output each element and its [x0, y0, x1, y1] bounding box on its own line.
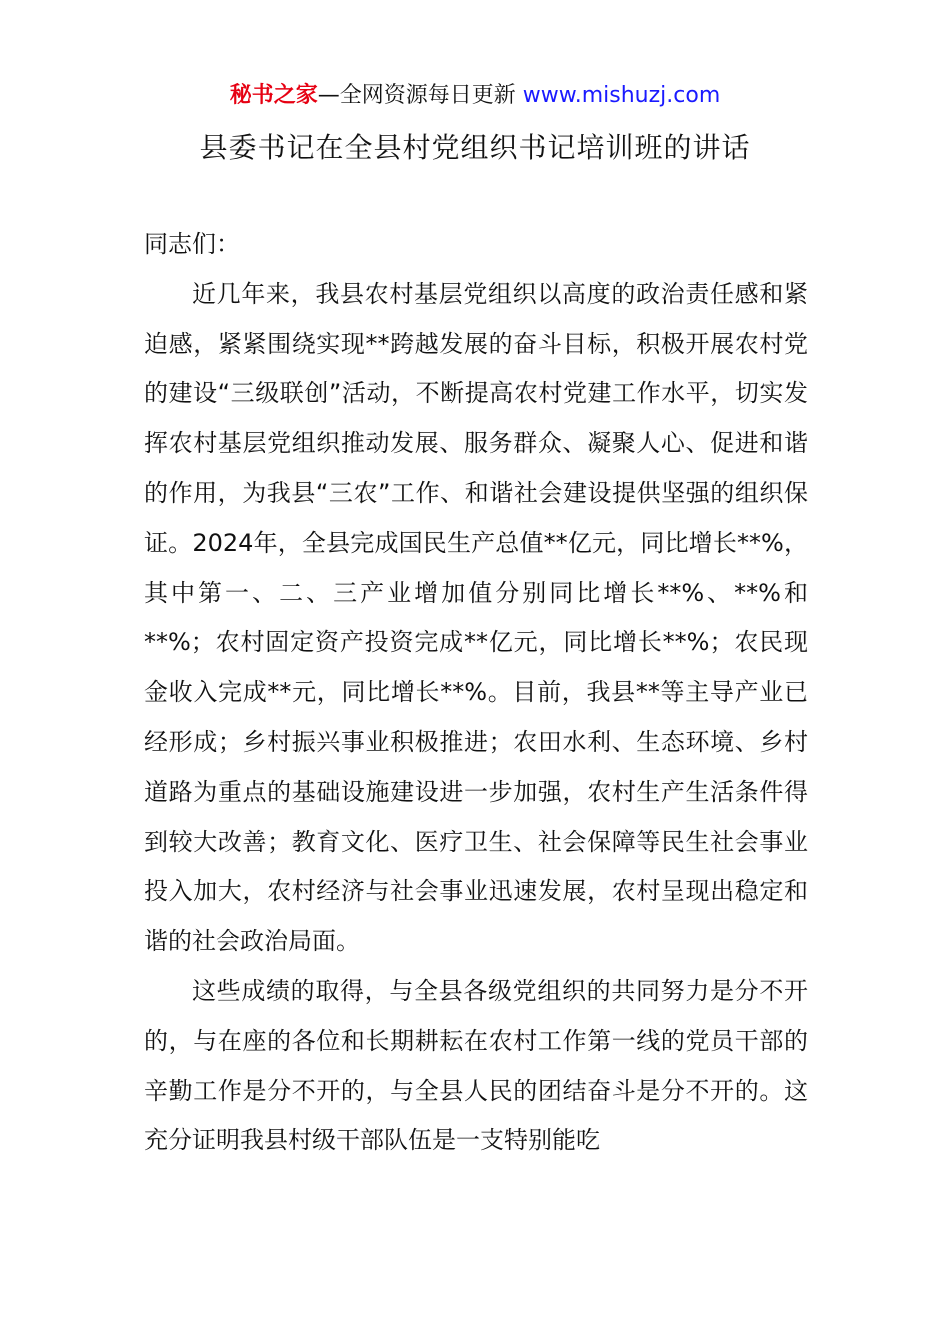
- brand-name: 秘书之家: [229, 83, 318, 108]
- body-paragraph-2: 这些成绩的取得，与全县各级党组织的共同努力是分不开的，与在座的各位和长期耕耘在农村工作第一线的党员干部的辛勤工作是分不开的，与全县人民的团结奋斗是分不开的。这充分证明我县村级干部队伍是一支特别能吃: [144, 976, 808, 1155]
- document-body: [144, 220, 808, 1166]
- site-url-link[interactable]: www.mishuzj.com: [522, 83, 721, 108]
- site-header: [0, 80, 950, 112]
- site-tagline: —全网资源每日更新: [317, 83, 523, 108]
- greeting: 同志们：: [144, 230, 240, 258]
- document-title: 县委书记在全县村党组织书记培训班的讲话: [199, 131, 751, 164]
- body-paragraph-1: 近几年来，我县农村基层党组织以高度的政治责任感和紧迫感，紧紧围绕实现**跨越发展的奋斗目标，积极开展农村党的建设“三级联创”活动，不断提高农村党建工作水平，切实发挥农村基层党组织推动发展、服务群众、凝聚人心、促进和谐的作用，为我县“三农”工作、和谐社会建设提供坚强的组织保证。2024年，全县完成国民生产总值**亿元，同比增长**%，其中第一、二、三产业增加值分别同比增长**%、**%和**%；农村固定资产投资完成**亿元，同比增长**%；农民现金收入完成**元，同比增长**%。目前，我县**等主导产业已经形成；乡村振兴事业积极推进；农田水利、生态环境、乡村道路为重点的基础设施建设进一步加强，农村生产生活条件得到较大改善；教育文化、医疗卫生、社会保障等民生社会事业投入加大，农村经济与社会事业迅速发展，农村呈现出稳定和谐的社会政治局面。: [144, 279, 808, 956]
